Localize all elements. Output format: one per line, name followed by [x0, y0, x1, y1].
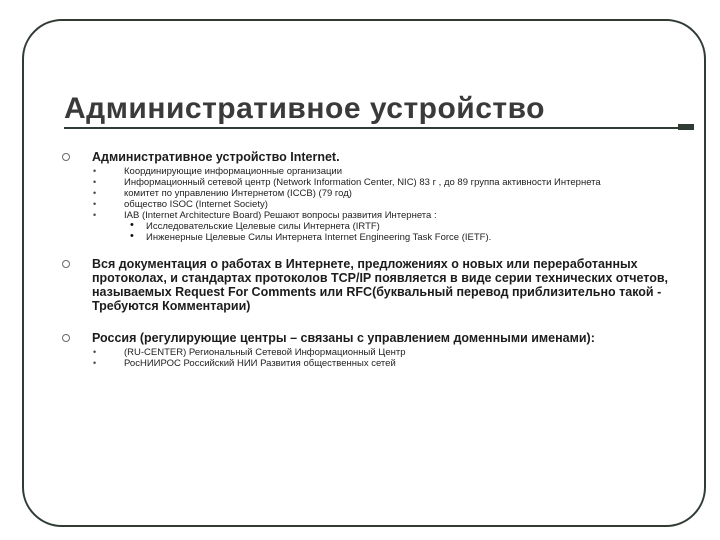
- list-item: [93, 358, 670, 369]
- bullet-icon: •: [93, 177, 97, 187]
- list-item-text: общество ISOC (Internet Society): [124, 199, 268, 210]
- bullet-icon: •: [93, 199, 97, 209]
- title-underline-end: [678, 124, 694, 130]
- list-item-text: Координирующие информационные организации: [124, 166, 343, 177]
- russia-sublist: [60, 347, 670, 369]
- bullet-icon: •: [93, 358, 97, 368]
- section-rfc: [60, 257, 670, 313]
- bullet-icon: [62, 260, 70, 268]
- section-admin: [60, 150, 670, 164]
- list-item: [130, 230, 670, 243]
- title-underline: [64, 127, 694, 129]
- list-item-text: Исследовательские Целевые силы Интернета (IRTF): [146, 221, 380, 232]
- list-item: [93, 199, 670, 210]
- list-item-text: Информационный сетевой центр (Network Information Center, NIC) 83 г , до 89 группа активности Интернета: [124, 177, 601, 188]
- list-item-text: комитет по управлению Интернетом (ICCB) (79 год): [124, 188, 352, 199]
- list-item-text: РосНИИРОС Российский НИИ Развития общественных сетей: [124, 358, 396, 369]
- list-item: [93, 177, 670, 188]
- list-item-text: Инженерные Целевые Силы Интернета Internet Engineering Task Force (IETF).: [146, 232, 492, 243]
- list-item: [93, 188, 670, 199]
- admin-sublist: [60, 166, 670, 243]
- bullet-icon: •: [93, 347, 97, 357]
- bullet-icon: •: [93, 166, 97, 176]
- list-item: [93, 210, 670, 243]
- bullet-icon: •: [93, 210, 97, 220]
- list-item-text: (RU-CENTER) Региональный Сетевой Информационный Центр: [124, 347, 406, 358]
- slide-title: Административное устройство: [64, 92, 545, 125]
- section-heading: Россия (регулирующие центры – связаны с управлением доменными именами):: [92, 331, 595, 345]
- bullet-icon: •: [130, 230, 134, 242]
- section-heading: Вся документация о работах в Интернете, предложениях о новых или переработанных протоколах, и стандартах протоколов TCP/IP появляется в виде серии технических отчетов, называемых Request For Comments или RFC(буквальный перевод приблизительно такой - Требуются Комментарии): [92, 257, 669, 313]
- bullet-icon: •: [93, 188, 97, 198]
- section-russia: [60, 331, 670, 345]
- slide-content: [60, 150, 670, 369]
- list-item-text: IAB (Internet Architecture Board) Решают вопросы развития Интернета :: [124, 210, 437, 221]
- list-item: [130, 219, 670, 232]
- bullet-icon: [62, 334, 70, 342]
- list-item: [93, 347, 670, 358]
- section-heading: Административное устройство Internet.: [92, 150, 340, 164]
- bullet-icon: •: [130, 219, 134, 231]
- list-item: [93, 166, 670, 177]
- bullet-icon: [62, 153, 70, 161]
- iab-sublist: [124, 221, 670, 243]
